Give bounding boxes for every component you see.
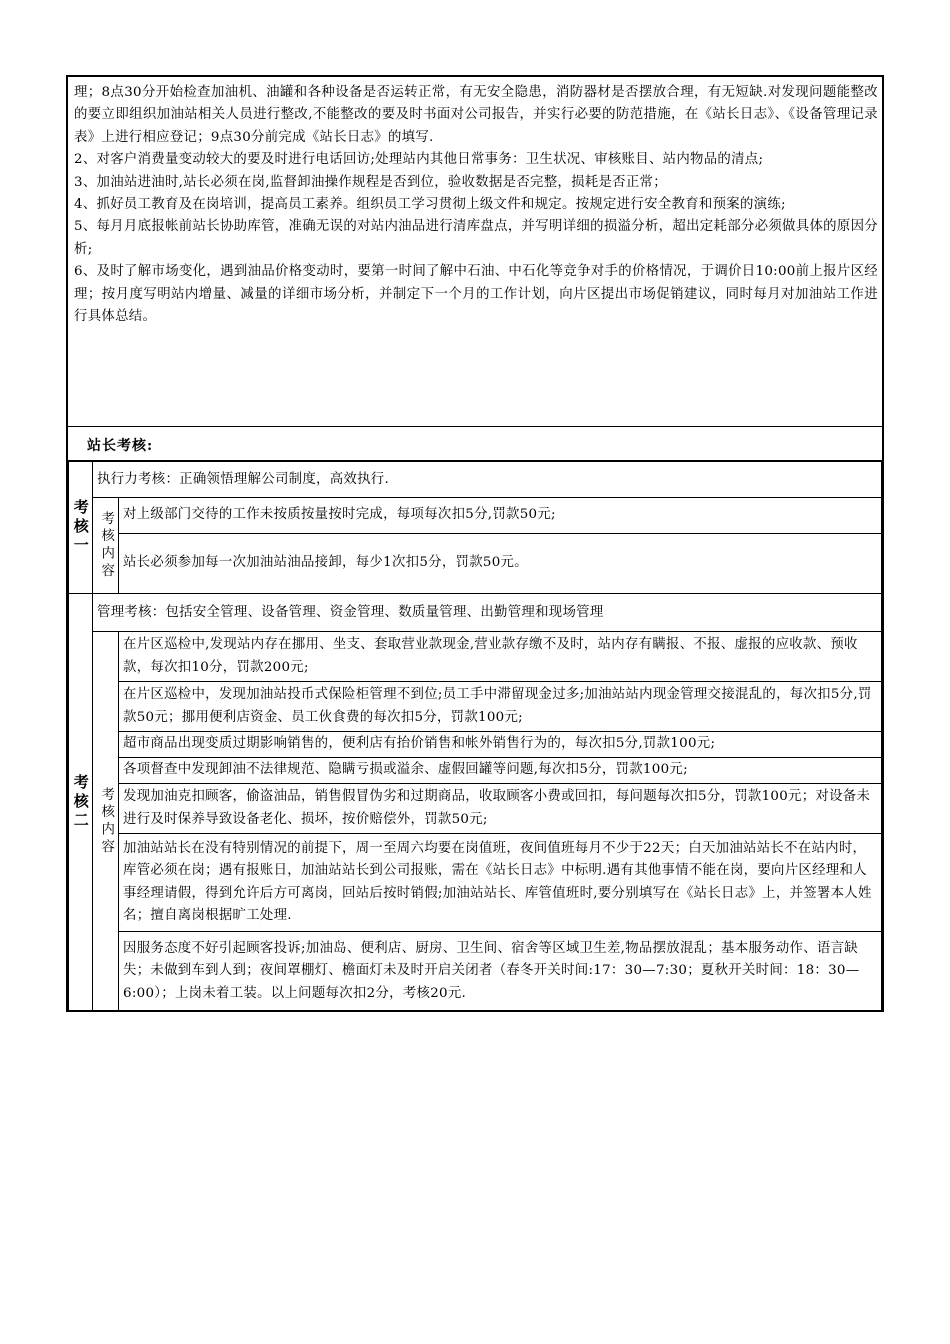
duty-item: 6、及时了解市场变化，遇到油品价格变动时，要第一时间了解中石油、中石化等竞争对手的价格情况，于调价日10:00前上报片区经理；按月度写明站内增量、减量的详细市场分析，并制定下一个月的工作计划，向片区提出市场促销建议，同时每月对加油站工作进行具体总结。 — [74, 264, 878, 325]
exam2-item: 在片区巡检中，发现加油站投币式保险柜管理不到位;员工手中滞留现金过多;加油站站内现金管理交接混乱的，每次扣5分,罚款50元；挪用便利店资金、员工伙食费的每次扣5分，罚款100元; — [119, 682, 882, 732]
exam2-item: 加油站站长在没有特别情况的前提下，周一至周六均要在岗值班，夜间值班每月不少于22天；白天加油站站长不在站内时，库管必须在岗；遇有报账日，加油站站长到公司报账，需在《站长日志》中标明.遇有其他事情不能在岗，要向片区经理和人事经理请假，得到允许后方可离岗，回站后按时销假;加油站站长、库管值班时,要分别填写在《站长日志》上，并签署本人姓名；擅自离岗根据旷工处理. — [119, 834, 882, 932]
exam2-table — [68, 593, 882, 1012]
exam1-header: 执行力考核：正确领悟理解公司制度，高效执行. — [93, 462, 882, 498]
section-title-row — [68, 427, 882, 461]
duty-item: 5、每月月底报帐前站长协助库管，准确无误的对站内油品进行清库盘点，并写明详细的损溢分析，超出定耗部分必须做具体的原因分析; — [74, 219, 878, 257]
exam1-content-label: 考核内容 — [93, 498, 119, 594]
exam1-label: 考核一 — [69, 462, 93, 594]
duty-item: 理；8点30分开始检查加油机、油罐和各种设备是否运转正常，有无安全隐患，消防器材是否摆放合理，有无短缺.对发现问题能整改的要立即组织加油站相关人员进行整改,不能整改的要及时书面对公司报告，并实行必要的防范措施，在《站长日志》、《设备管理记录表》上进行相应登记；9点30分前完成《站长日志》的填写. — [74, 85, 878, 145]
exam2-item: 发现加油克扣顾客，偷盗油品，销售假冒伪劣和过期商品，收取顾客小费或回扣，每问题每次扣5分，罚款100元；对设备未进行及时保养导致设备老化、损坏，按价赔偿外，罚款50元; — [119, 784, 882, 834]
duty-item: 2、对客户消费量变动较大的要及时进行电话回访;处理站内其他日常事务：卫生状况、审核账目、站内物品的清点; — [74, 152, 764, 168]
exam2-item: 因服务态度不好引起顾客投诉;加油岛、便利店、厨房、卫生间、宿舍等区域卫生差,物品摆放混乱；基本服务动作、语言缺失；未做到车到人到；夜间罩棚灯、檐面灯未及时开启关闭者（春冬开关时间:17：30—7:30；夏秋开关时间：18：30—6:00）；上岗未着工装。以上问题每次扣2分，考核20元. — [119, 932, 882, 1012]
assessment-document — [66, 75, 884, 1012]
exam2-label: 考核二 — [69, 594, 93, 1012]
exam2-content-label: 考核内容 — [93, 632, 119, 1012]
exam1-table — [68, 461, 882, 594]
exam1-item: 站长必须参加每一次加油站油品接卸，每少1次扣5分，罚款50元。 — [119, 534, 882, 594]
exam1-item: 对上级部门交待的工作未按质按量按时完成，每项每次扣5分,罚款50元; — [119, 498, 882, 534]
exam2-header: 管理考核：包括安全管理、设备管理、资金管理、数质量管理、出勤管理和现场管理 — [93, 594, 882, 632]
duty-item: 4、抓好员工教育及在岗培训，提高员工素养。组织员工学习贯彻上级文件和规定。按规定进行安全教育和预案的演练; — [74, 197, 786, 213]
duty-item: 3、加油站进油时,站长必须在岗,监督卸油操作规程是否到位，验收数据是否完整，损耗是否正常； — [74, 174, 667, 190]
duties-section — [68, 77, 882, 427]
exam2-item: 在片区巡检中,发现站内存在挪用、坐支、套取营业款现金,营业款存缴不及时，站内存有瞒报、不报、虚报的应收款、预收款，每次扣10分，罚款200元; — [119, 632, 882, 682]
section-title: 站长考核: — [87, 438, 154, 454]
exam2-item: 超市商品出现变质过期影响销售的，便利店有抬价销售和帐外销售行为的，每次扣5分,罚款100元; — [119, 732, 882, 758]
exam2-item: 各项督查中发现卸油不法律规范、隐瞒亏损或溢余、虚假回罐等问题,每次扣5分，罚款100元; — [119, 758, 882, 784]
